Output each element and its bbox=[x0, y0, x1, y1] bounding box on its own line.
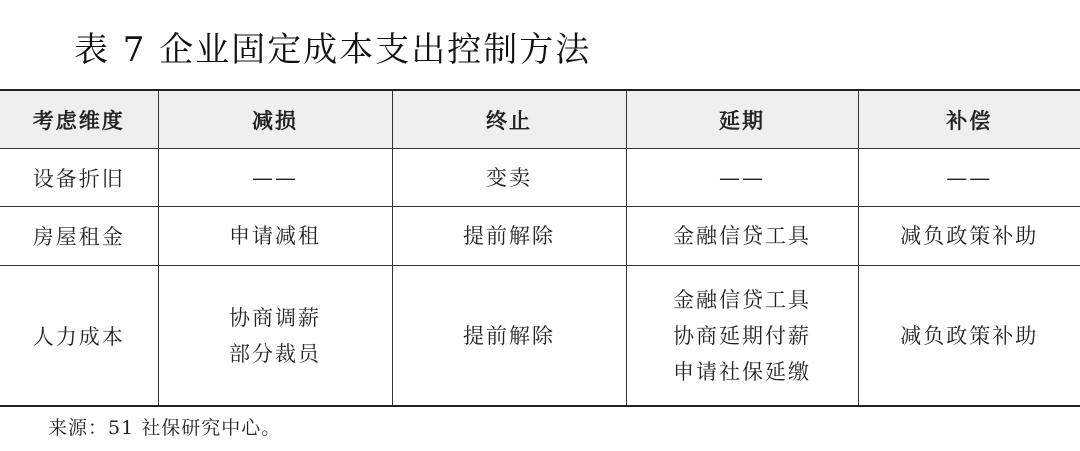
table-cell bbox=[392, 207, 626, 266]
table-row bbox=[0, 149, 1080, 207]
row-label: 房屋租金 bbox=[0, 207, 158, 266]
table-cell bbox=[158, 266, 392, 407]
cell-line: —— bbox=[719, 165, 765, 190]
cell-line: 申请减租 bbox=[229, 224, 321, 248]
cell-line: —— bbox=[946, 165, 993, 190]
cost-control-table bbox=[0, 89, 1080, 407]
cell-line: —— bbox=[252, 165, 298, 190]
table-cell bbox=[158, 149, 392, 207]
table-cell bbox=[626, 149, 858, 207]
table-cell bbox=[858, 149, 1080, 207]
header-compensate: 补偿 bbox=[858, 90, 1080, 149]
table-cell bbox=[858, 266, 1080, 407]
table-row bbox=[0, 266, 1080, 407]
header-reduce: 减损 bbox=[158, 90, 392, 149]
row-label: 设备折旧 bbox=[0, 149, 158, 207]
cell-line: 提前解除 bbox=[463, 323, 555, 348]
table-cell bbox=[858, 207, 1080, 266]
table-cell bbox=[158, 207, 392, 266]
table-title: 表 7 企业固定成本支出控制方法 bbox=[74, 30, 592, 70]
row-label: 人力成本 bbox=[0, 266, 158, 407]
header-terminate: 终止 bbox=[392, 90, 626, 149]
table-cell bbox=[626, 207, 858, 266]
cell-line: 申请社保延缴 bbox=[673, 359, 811, 384]
table-cell bbox=[626, 266, 858, 407]
cell-line: 减负政策补助 bbox=[900, 323, 1039, 348]
cell-line: 提前解除 bbox=[463, 224, 555, 248]
cell-line: 协商调薪 bbox=[229, 305, 321, 330]
header-defer: 延期 bbox=[626, 90, 858, 149]
cell-line: 协商延期付薪 bbox=[673, 323, 811, 348]
source-note: 来源：51 社保研究中心。 bbox=[48, 417, 282, 439]
cell-line: 变卖 bbox=[486, 165, 532, 190]
table-cell bbox=[392, 149, 626, 207]
header-dimension: 考虑维度 bbox=[0, 90, 158, 149]
cell-line: 减负政策补助 bbox=[900, 224, 1039, 248]
header-row bbox=[0, 90, 1080, 149]
cell-line: 部分裁员 bbox=[229, 341, 321, 366]
table-cell bbox=[392, 266, 626, 407]
cell-line: 金融信贷工具 bbox=[673, 287, 811, 312]
table-row bbox=[0, 207, 1080, 266]
cell-line: 金融信贷工具 bbox=[673, 224, 811, 248]
